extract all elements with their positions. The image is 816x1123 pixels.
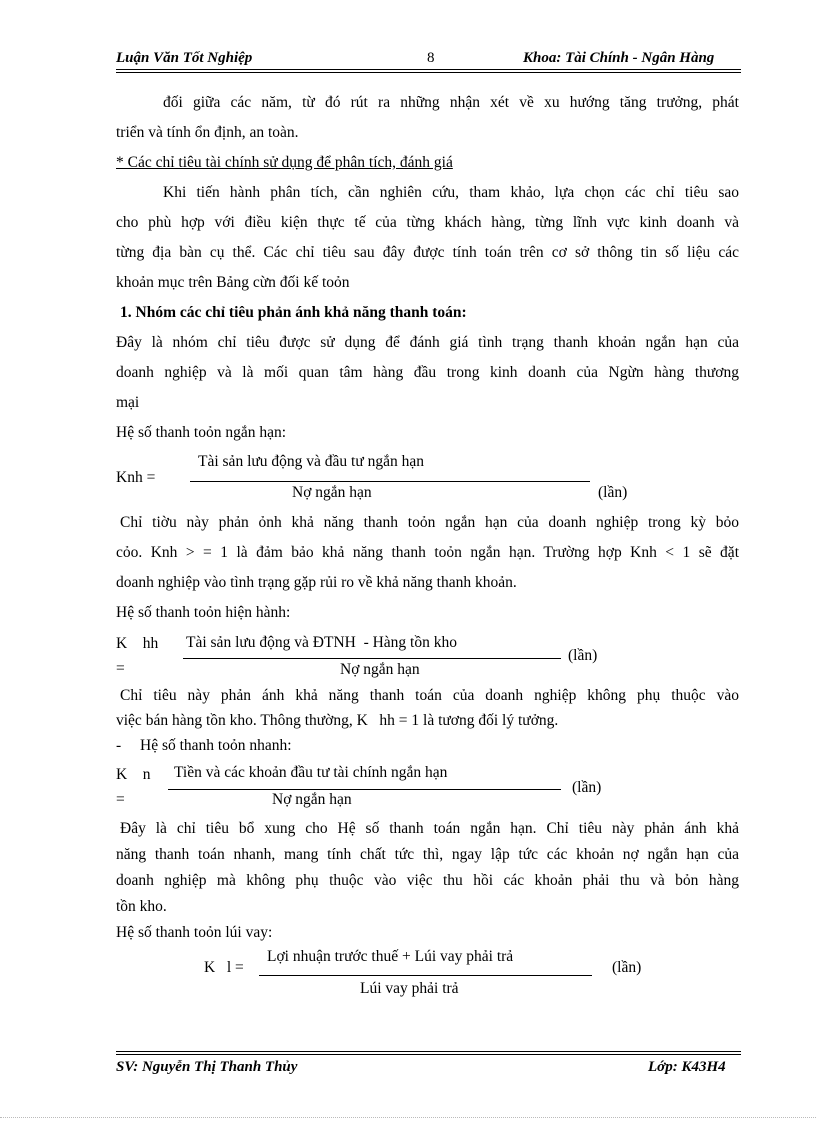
header-department: Khoa: Tài Chính - Ngân Hàng <box>523 50 715 66</box>
formula-lhs: Knh = <box>116 469 156 486</box>
formula-unit: (lần) <box>612 959 642 976</box>
formula-unit: (lần) <box>598 484 628 501</box>
formula-numerator: Tiền và các khoản đầu tư tài chính ngắn hạn <box>174 764 448 781</box>
formula-numerator: Tài sản lưu động và đầu tư ngắn hạn <box>198 453 424 470</box>
paragraph-line: Đây là nhóm chỉ tiêu được sử dụng để đánh giá tình trạng thanh khoản ngắn hạn của <box>116 334 739 351</box>
formula-label: Hệ số thanh toỏn lúi vay: <box>116 924 273 941</box>
page-number: 8 <box>427 50 435 66</box>
footer-author: SV: Nguyễn Thị Thanh Thủy <box>116 1059 298 1075</box>
footer-rule <box>116 1051 741 1052</box>
formula-label: Hệ số thanh toỏn hiện hành: <box>116 604 291 621</box>
paragraph-line: Chỉ tiêu này phản ánh khả năng thanh toán của doanh nghiệp không phụ thuộc vào <box>120 687 739 704</box>
paragraph-line: việc bán hàng tồn kho. Thông thường, K hh = 1 là tương đối lý tưởng. <box>116 712 559 729</box>
paragraph-line: Chỉ tiờu này phản ỏnh khả năng thanh toỏn ngắn hạn của doanh nghiệp trong kỳ bỏo <box>120 514 739 531</box>
paragraph-line: tồn kho. <box>116 898 167 915</box>
formula-label: Hệ số thanh toỏn nhanh: <box>140 737 292 754</box>
formula-denominator: Nợ ngắn hạn <box>340 661 420 678</box>
header-title: Luận Văn Tốt Nghiệp <box>116 50 253 66</box>
paragraph-line: cho phù hợp với điều kiện thực tế của từng khách hàng, từng lĩnh vực kinh doanh và <box>116 214 739 231</box>
header-rule <box>116 69 741 70</box>
formula-unit: (lần) <box>568 647 598 664</box>
fraction-bar <box>259 975 592 976</box>
footer-rule-2 <box>116 1054 741 1055</box>
paragraph-line: doanh nghiệp và là mối quan tâm hàng đầu trong kinh doanh của Ngừn hàng thương <box>116 364 739 381</box>
formula-denominator: Lúi vay phải trả <box>360 980 459 997</box>
page-edge <box>0 1117 816 1118</box>
formula-lhs: K n <box>116 766 151 783</box>
paragraph-line: từng địa bàn cụ thể. Các chỉ tiêu sau đây được tính toán trên cơ sở thông tin số liệu các <box>116 244 739 261</box>
formula-numerator: Tài sản lưu động và ĐTNH - Hàng tồn kho <box>186 634 457 651</box>
footer-class: Lớp: K43H4 <box>648 1059 726 1075</box>
paragraph-line: Khi tiến hành phân tích, cần nghiên cứu, tham khảo, lựa chọn các chỉ tiêu sao <box>163 184 739 201</box>
paragraph-line: năng thanh toán nhanh, mang tính chất tức thì, ngay lập tức các khoản nợ ngắn hạn của <box>116 846 739 863</box>
formula-numerator: Lợi nhuận trước thuế + Lúi vay phải trả <box>267 948 514 965</box>
paragraph-line: mại <box>116 394 140 411</box>
paragraph-line: Đây là chỉ tiêu bổ xung cho Hệ số thanh toán ngắn hạn. Chỉ tiêu này phản ánh khả <box>120 820 739 837</box>
formula-lhs: K hh <box>116 635 159 652</box>
formula-lhs-equals: = <box>116 660 125 677</box>
formula-unit: (lần) <box>572 779 602 796</box>
paragraph-line: triển và tính ổn định, an toàn. <box>116 124 299 141</box>
formula-lhs: K l = <box>204 959 244 976</box>
paragraph-line: doanh nghiệp mà không phụ thuộc vào việc thu hồi các khoản phải thu và bỏn hàng <box>116 872 739 889</box>
paragraph-line: đối giữa các năm, từ đó rút ra những nhận xét về xu hướng tăng trưởng, phát <box>163 94 739 111</box>
section-heading: * Các chỉ tiêu tài chính sử dụng để phân tích, đánh giá <box>116 154 453 171</box>
fraction-bar <box>183 658 561 659</box>
section-title: 1. Nhóm các chỉ tiêu phản ánh khả năng thanh toán: <box>120 304 467 321</box>
fraction-bar <box>168 789 561 790</box>
header-rule-2 <box>116 72 741 73</box>
fraction-bar <box>190 481 590 482</box>
paragraph-line: doanh nghiệp vào tình trạng gặp rủi ro về khả năng thanh khoản. <box>116 574 517 591</box>
formula-denominator: Nợ ngắn hạn <box>272 791 352 808</box>
paragraph-line: khoản mục trên Bảng cừn đối kế toỏn <box>116 274 350 291</box>
formula-denominator: Nợ ngắn hạn <box>292 484 372 501</box>
formula-lhs-equals: = <box>116 791 125 808</box>
paragraph-line: cỏo. Knh > = 1 là đảm bảo khả năng thanh toỏn ngắn hạn. Trường hợp Knh < 1 sẽ đặt <box>116 544 739 561</box>
formula-label: Hệ số thanh toỏn ngắn hạn: <box>116 424 287 441</box>
list-dash: - <box>116 737 122 754</box>
